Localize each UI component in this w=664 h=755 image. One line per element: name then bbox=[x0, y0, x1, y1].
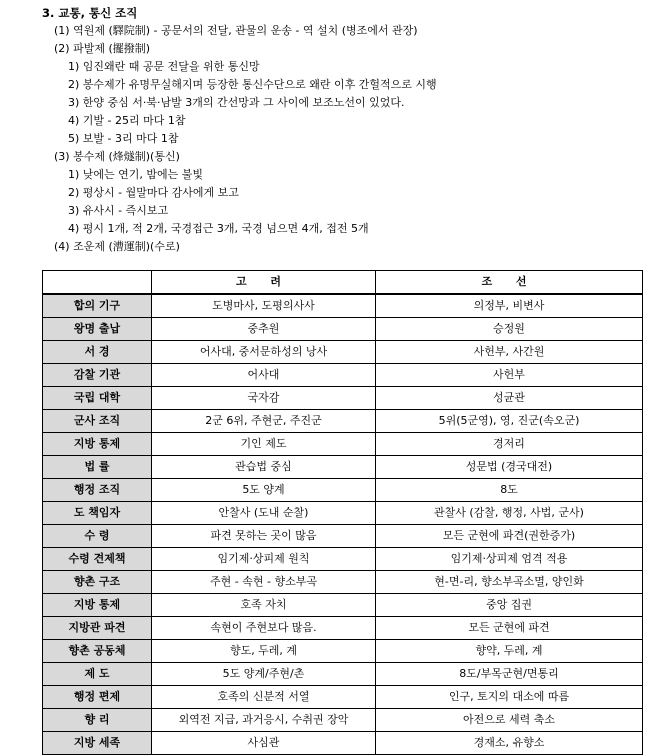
row-label: 행정 조직 bbox=[43, 479, 152, 502]
table-row bbox=[43, 410, 643, 433]
table-row bbox=[43, 479, 643, 502]
joseon-cell: 향약, 두레, 계 bbox=[376, 640, 643, 663]
goryeo-cell: 향도, 두레, 계 bbox=[152, 640, 376, 663]
outline-item: 4) 기발 - 25리 마다 1참 bbox=[68, 114, 186, 127]
outline-item: 1) 낮에는 연기, 밤에는 불빛 bbox=[68, 168, 204, 181]
table-row bbox=[43, 341, 643, 364]
table-row bbox=[43, 686, 643, 709]
goryeo-cell: 주현 - 속현 - 향소부곡 bbox=[152, 571, 376, 594]
joseon-cell: 중앙 집권 bbox=[376, 594, 643, 617]
joseon-cell: 현-면-리, 향소부곡소멸, 양인화 bbox=[376, 571, 643, 594]
joseon-cell: 사헌부 bbox=[376, 364, 643, 387]
row-label: 향 리 bbox=[43, 709, 152, 732]
outline-item: 1) 임진왜란 때 공문 전달을 위한 통신망 bbox=[68, 60, 260, 73]
table-row bbox=[43, 732, 643, 755]
joseon-cell: 의정부, 비변사 bbox=[376, 294, 643, 318]
outline-item: 4) 평시 1개, 적 2개, 국경접근 3개, 국경 넘으면 4개, 접전 5개 bbox=[68, 222, 369, 235]
outline-item: 3) 한양 중심 서·북·남발 3개의 간선망과 그 사이에 보조노선이 있었다. bbox=[68, 96, 405, 109]
row-label: 감찰 기관 bbox=[43, 364, 152, 387]
joseon-cell: 아전으로 세력 축소 bbox=[376, 709, 643, 732]
comparison-table bbox=[42, 270, 643, 755]
outline-item: (4) 조운제 (漕運制)(수로) bbox=[54, 240, 180, 253]
row-label: 수령 견제책 bbox=[43, 548, 152, 571]
goryeo-cell: 2군 6위, 주현군, 주진군 bbox=[152, 410, 376, 433]
joseon-cell: 8도/부목군현/면통리 bbox=[376, 663, 643, 686]
row-label: 제 도 bbox=[43, 663, 152, 686]
goryeo-cell: 관습법 중심 bbox=[152, 456, 376, 479]
table-row bbox=[43, 663, 643, 686]
goryeo-cell: 도병마사, 도평의사사 bbox=[152, 294, 376, 318]
joseon-cell: 모든 군현에 파견(권한증가) bbox=[376, 525, 643, 548]
goryeo-cell: 어사대 bbox=[152, 364, 376, 387]
table-row bbox=[43, 640, 643, 663]
joseon-cell: 모든 군현에 파견 bbox=[376, 617, 643, 640]
outline-item: 2) 평상시 - 월말마다 감사에게 보고 bbox=[68, 186, 239, 199]
row-label: 지방관 파견 bbox=[43, 617, 152, 640]
row-label: 도 책임자 bbox=[43, 502, 152, 525]
table-row bbox=[43, 318, 643, 341]
row-label: 향촌 공동체 bbox=[43, 640, 152, 663]
row-label: 지방 통제 bbox=[43, 433, 152, 456]
joseon-cell: 5위(5군영), 영, 진군(속오군) bbox=[376, 410, 643, 433]
outline-item: 5) 보발 - 3리 마다 1참 bbox=[68, 132, 179, 145]
table-row bbox=[43, 709, 643, 732]
joseon-cell: 성문법 (경국대전) bbox=[376, 456, 643, 479]
goryeo-cell: 어사대, 중서문하성의 낭사 bbox=[152, 341, 376, 364]
table-row bbox=[43, 548, 643, 571]
table-row bbox=[43, 294, 643, 318]
header-joseon: 조 선 bbox=[376, 271, 643, 295]
joseon-cell: 승정원 bbox=[376, 318, 643, 341]
goryeo-cell: 기인 제도 bbox=[152, 433, 376, 456]
table-row bbox=[43, 525, 643, 548]
header-blank bbox=[43, 271, 152, 295]
goryeo-cell: 임기제·상피제 원칙 bbox=[152, 548, 376, 571]
outline-list bbox=[42, 22, 642, 256]
joseon-cell: 사헌부, 사간원 bbox=[376, 341, 643, 364]
table-row bbox=[43, 617, 643, 640]
row-label: 행정 편제 bbox=[43, 686, 152, 709]
table-row bbox=[43, 433, 643, 456]
goryeo-cell: 국자감 bbox=[152, 387, 376, 410]
outline-item: 3) 유사시 - 즉시보고 bbox=[68, 204, 169, 217]
outline-item: 2) 봉수제가 유명무실해지며 등장한 통신수단으로 왜란 이후 간헐적으로 시행 bbox=[68, 78, 437, 91]
row-label: 수 령 bbox=[43, 525, 152, 548]
table-row bbox=[43, 456, 643, 479]
table-body bbox=[43, 294, 643, 755]
goryeo-cell: 호족 자치 bbox=[152, 594, 376, 617]
joseon-cell: 경재소, 유향소 bbox=[376, 732, 643, 755]
row-label: 왕명 출납 bbox=[43, 318, 152, 341]
table-row bbox=[43, 594, 643, 617]
joseon-cell: 성균관 bbox=[376, 387, 643, 410]
goryeo-cell: 파견 못하는 곳이 많음 bbox=[152, 525, 376, 548]
header-goryeo: 고 려 bbox=[152, 271, 376, 295]
outline-item: (3) 봉수제 (烽燧制)(통신) bbox=[54, 150, 180, 163]
row-label: 지방 통제 bbox=[43, 594, 152, 617]
row-label: 법 률 bbox=[43, 456, 152, 479]
goryeo-cell: 5도 양계 bbox=[152, 479, 376, 502]
table-header-row bbox=[43, 271, 643, 295]
goryeo-cell: 호족의 신분적 서열 bbox=[152, 686, 376, 709]
table-row bbox=[43, 571, 643, 594]
outline-item: (1) 역원제 (驛院制) - 공문서의 전달, 관물의 운송 - 역 설치 (병조에서 관장) bbox=[54, 24, 418, 37]
goryeo-cell: 속현이 주현보다 많음. bbox=[152, 617, 376, 640]
goryeo-cell: 사심관 bbox=[152, 732, 376, 755]
goryeo-cell: 중추원 bbox=[152, 318, 376, 341]
row-label: 지방 세족 bbox=[43, 732, 152, 755]
joseon-cell: 관찰사 (감찰, 행정, 사법, 군사) bbox=[376, 502, 643, 525]
table-row bbox=[43, 387, 643, 410]
table-row bbox=[43, 364, 643, 387]
row-label: 국립 대학 bbox=[43, 387, 152, 410]
section-heading: 3. 교통, 통신 조직 bbox=[42, 6, 138, 20]
row-label: 서 경 bbox=[43, 341, 152, 364]
goryeo-cell: 외역전 지급, 과거응시, 수취권 장악 bbox=[152, 709, 376, 732]
joseon-cell: 8도 bbox=[376, 479, 643, 502]
goryeo-cell: 안찰사 (도내 순찰) bbox=[152, 502, 376, 525]
outline-item: (2) 파발제 (擺撥制) bbox=[54, 42, 151, 55]
outline-section bbox=[42, 4, 642, 256]
table-row bbox=[43, 502, 643, 525]
row-label: 향촌 구조 bbox=[43, 571, 152, 594]
joseon-cell: 경저리 bbox=[376, 433, 643, 456]
row-label: 합의 기구 bbox=[43, 294, 152, 318]
row-label: 군사 조직 bbox=[43, 410, 152, 433]
joseon-cell: 인구, 토지의 대소에 따름 bbox=[376, 686, 643, 709]
joseon-cell: 임기제·상피제 엄격 적용 bbox=[376, 548, 643, 571]
goryeo-cell: 5도 양계/주현/촌 bbox=[152, 663, 376, 686]
